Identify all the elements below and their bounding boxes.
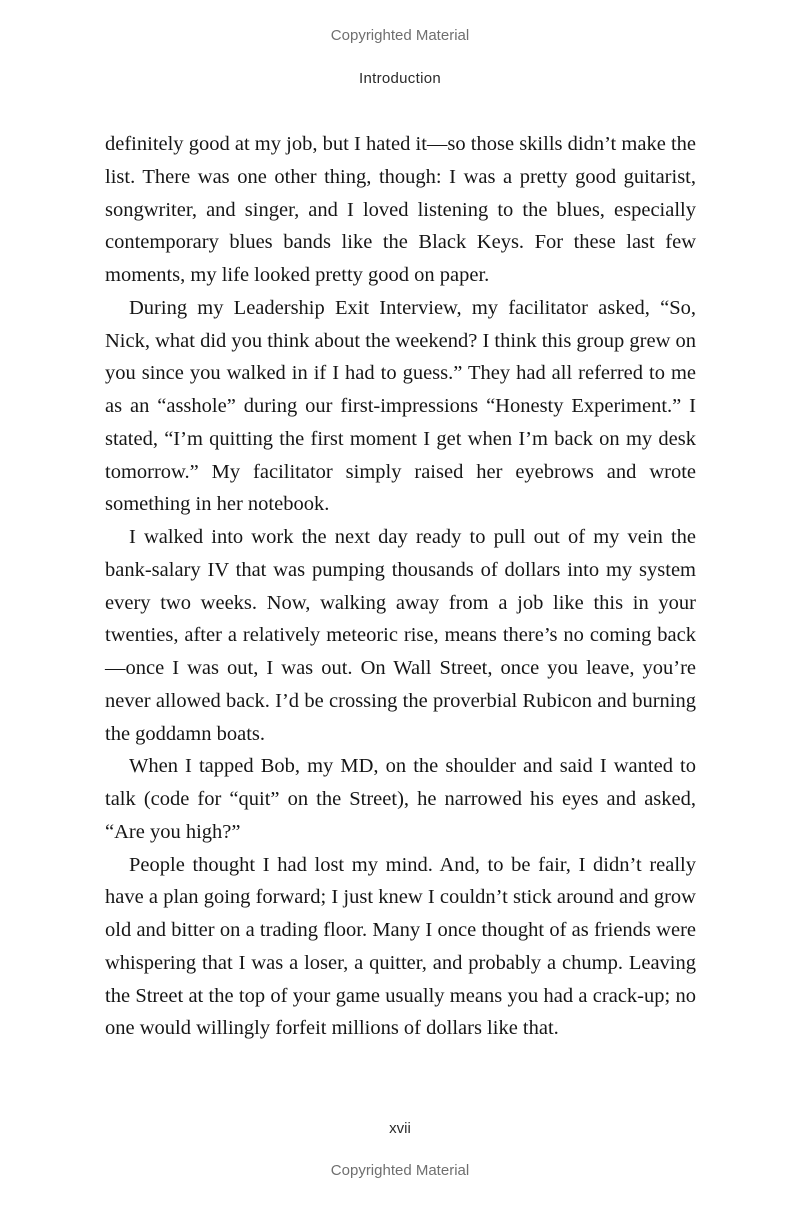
- paragraph: definitely good at my job, but I hated it—so those skills didn’t make the list. There was one other thing, though: I was a pretty good guitarist, songwriter, and singer, and I loved listening to the blues, especially contemporary blues bands like the Black Keys. For these last few moments, my life looked pretty good on paper.: [105, 133, 696, 286]
- paragraph: I walked into work the next day ready to pull out of my vein the bank-salary IV that was pumping thousands of dollars into my system every two weeks. Now, walking away from a job like this in your twenties, after a relatively meteoric rise, means there’s no coming back—once I was out, I was out. On Wall Street, once you leave, you’re never allowed back. I’d be crossing the proverbial Rubicon and burning the goddamn boats.: [105, 526, 696, 745]
- running-head: Introduction: [359, 70, 441, 87]
- paragraph: People thought I had lost my mind. And, to be fair, I didn’t really have a plan going forward; I just knew I couldn’t stick around and grow old and bitter on a trading floor. Many I once thought of as friends were whispering that I was a loser, a quitter, and probably a chump. Leaving the Street at the top of your game usually means you had a crack-up; no one would willingly forfeit millions of dollars like that.: [105, 853, 696, 1040]
- paragraph: During my Leadership Exit Interview, my facilitator asked, “So, Nick, what did you think about the weekend? I think this group grew on you since you walked in if I had to guess.” They had all referred to me as an “asshole” during our first-impressions “Honesty Experiment.” I stated, “I’m quitting the first moment I get when I’m back on my desk tomorrow.” My facilitator simply raised her eyebrows and wrote something in her notebook.: [105, 296, 696, 516]
- paragraph: When I tapped Bob, my MD, on the shoulder and said I wanted to talk (code for “quit” on the Street), he narrowed his eyes and asked, “Are you high?”: [105, 755, 696, 843]
- copyright-watermark-top: Copyrighted Material: [330, 27, 470, 44]
- body-text: [105, 128, 696, 1045]
- page-number: xvii: [389, 1120, 411, 1137]
- copyright-watermark-bottom: Copyrighted Material: [330, 1162, 470, 1179]
